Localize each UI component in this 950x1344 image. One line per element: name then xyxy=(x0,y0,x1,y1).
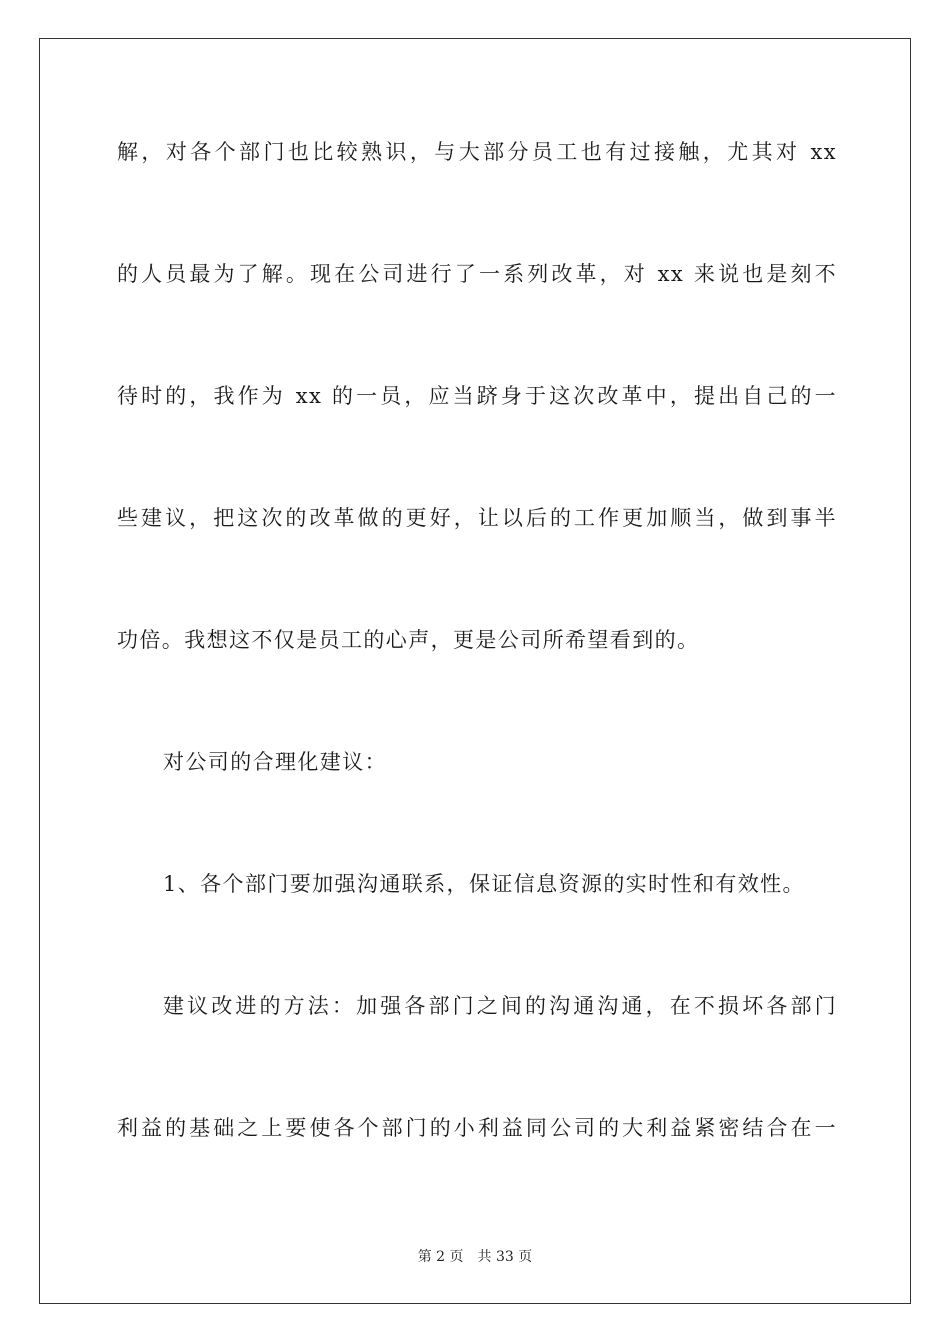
body-line-2: 的人员最为了解。现在公司进行了一系列改革，对 xx 来说也是刻不 xyxy=(117,262,837,286)
page-total: 共 33 页 xyxy=(477,1249,533,1265)
body-line-3: 待时的，我作为 xx 的一员，应当跻身于这次改革中，提出自己的一 xyxy=(117,384,837,408)
suggestion-item-1: 1、各个部门要加强沟通联系，保证信息资源的实时性和有效性。 xyxy=(163,872,805,896)
body-line-5: 功倍。我想这不仅是员工的心声，更是公司所希望看到的。 xyxy=(117,628,700,652)
body-line-4: 些建议，把这次的改革做的更好，让以后的工作更加顺当，做到事半 xyxy=(117,506,837,530)
body-line-1: 解，对各个部门也比较熟识，与大部分员工也有过接触，尤其对 xx xyxy=(117,140,837,164)
section-heading: 对公司的合理化建议： xyxy=(163,750,387,774)
body-line-8: 建议改进的方法：加强各部门之间的沟通沟通，在不损坏各部门 xyxy=(163,994,837,1018)
body-line-9: 利益的基础之上要使各个部门的小利益同公司的大利益紧密结合在一 xyxy=(117,1116,837,1140)
page-footer xyxy=(0,1248,950,1266)
page-number: 第 2 页 xyxy=(417,1249,464,1265)
